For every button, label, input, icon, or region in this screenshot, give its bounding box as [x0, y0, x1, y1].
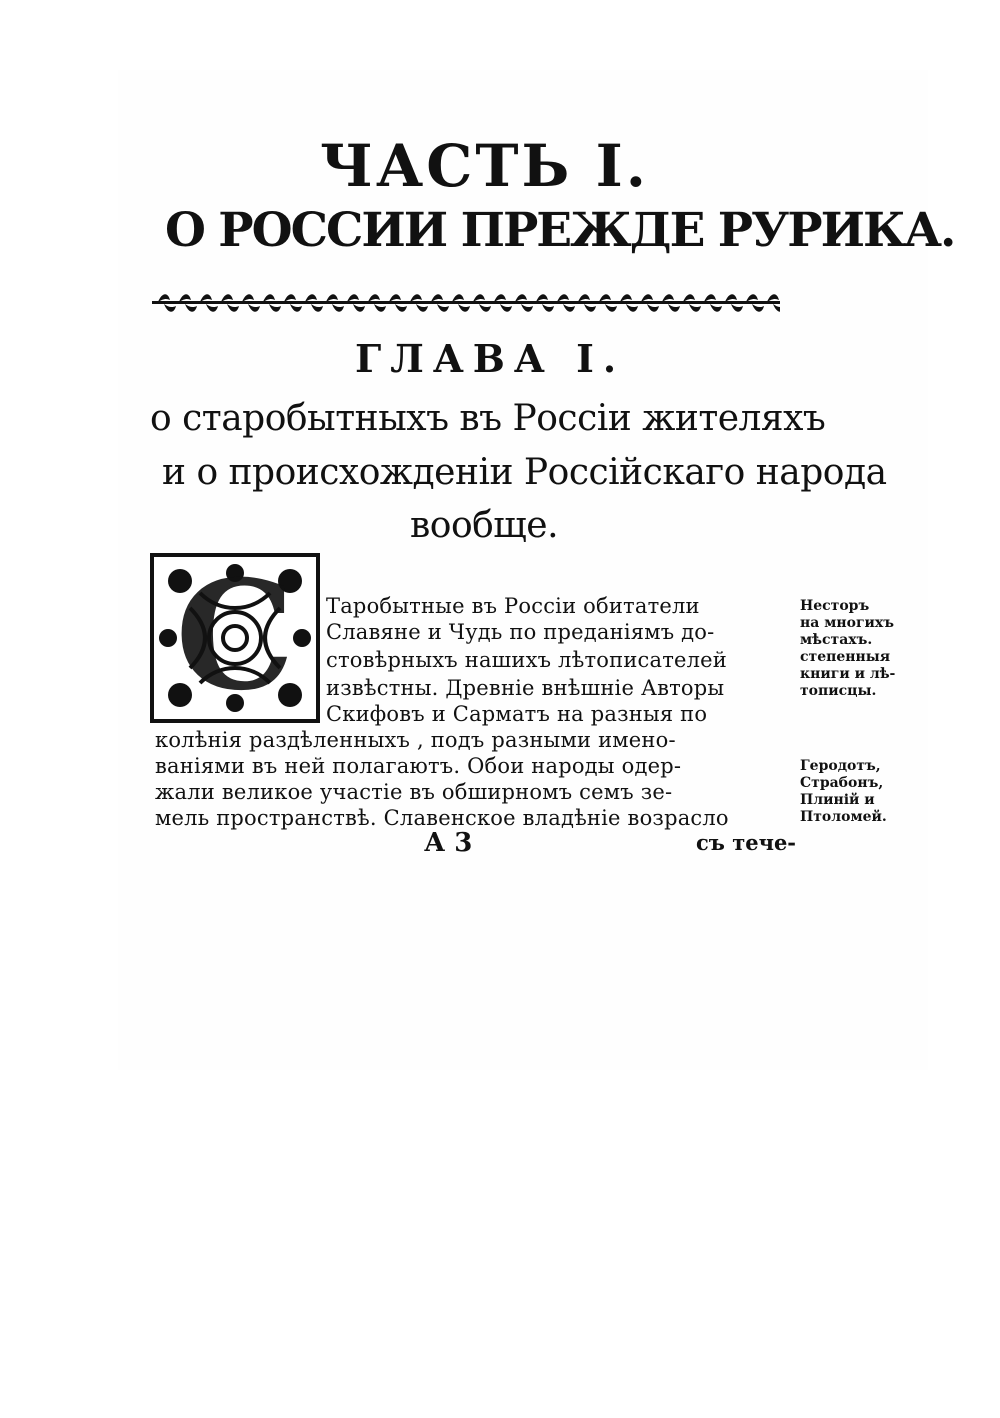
margin-note-sources-2 [800, 758, 887, 826]
ornament-leaf [185, 304, 197, 312]
ornament-leaf [767, 294, 779, 302]
margin-note-line: тописцы. [800, 683, 877, 699]
chapter-title: ГЛАВА I. [355, 336, 626, 381]
ornament-leaf [374, 304, 386, 312]
ornament-leaf [620, 294, 632, 302]
ornament-leaf [389, 294, 401, 302]
margin-note-line: Страбонъ, [800, 775, 884, 791]
part-title: ЧАСТЬ I. [320, 132, 649, 200]
ornament-leaf [473, 294, 485, 302]
ornament-leaf [731, 304, 743, 312]
body-line: Скифовъ и Сарматъ на разныя по [326, 702, 708, 726]
chapter-subtitle-line: и о происхожденiи Россiйскаго народа [162, 452, 887, 493]
body-line: колѣнiя раздѣленныхъ , подъ разными имено- [155, 728, 676, 752]
ornament-leaf [179, 294, 191, 302]
chapter-subtitle-line: о старобытныхъ въ Россiи жителяхъ [150, 398, 826, 439]
ornament-leaf [521, 304, 533, 312]
margin-note-sources-1 [800, 598, 895, 700]
ornament-leaf [746, 294, 758, 302]
margin-note-line: степенныя [800, 649, 891, 665]
ornament-leaf [710, 304, 722, 312]
ornament-leaf [557, 294, 569, 302]
ornament-leaf [668, 304, 680, 312]
body-line: ванiями въ ней полагаютъ. Обои народы одер- [155, 754, 682, 778]
body-line: Славяне и Чудь по преданiямъ до- [326, 620, 715, 644]
ornament-leaf [578, 294, 590, 302]
ornament-leaf [704, 294, 716, 302]
margin-note-line: Несторъ [800, 598, 870, 614]
ornament-leaf [626, 304, 638, 312]
ornament-leaf [494, 294, 506, 302]
ornament-leaf [479, 304, 491, 312]
ornament-leaf [416, 304, 428, 312]
ornament-leaf [500, 304, 512, 312]
ornament-leaf [458, 304, 470, 312]
body-line: стовѣрныхъ нашихъ лѣтописателей [326, 648, 728, 672]
ornament-leaf [395, 304, 407, 312]
body-line: извѣстны. Древнiе внѣшнiе Авторы [326, 676, 725, 700]
margin-note-line: книги и лѣ- [800, 666, 896, 682]
ornament-leaf [242, 294, 254, 302]
ornament-leaf [368, 294, 380, 302]
ornament-leaf [536, 294, 548, 302]
ornament-leaf [410, 294, 422, 302]
ornament-leaf [605, 304, 617, 312]
ornament-leaf [284, 294, 296, 302]
ornament-leaf [647, 304, 659, 312]
ornament-leaf [542, 304, 554, 312]
margin-note-line: мѣстахъ. [800, 632, 873, 648]
margin-note-line: Геродотъ, [800, 758, 881, 774]
body-line: Таробытные въ Россiи обитатели [326, 594, 700, 618]
margin-note-line: Плинiй и [800, 792, 875, 808]
chapter-subtitle-line: вообще. [410, 505, 559, 546]
ornament-leaf [773, 304, 780, 312]
margin-note-line: на многихъ [800, 615, 894, 631]
dropcap-letter: С [175, 553, 295, 723]
ornament-leaf [311, 304, 323, 312]
ornament-leaf [599, 294, 611, 302]
ornament-leaf [752, 304, 764, 312]
ornament-leaf [725, 294, 737, 302]
ornament-leaf [662, 294, 674, 302]
ornament-leaf [158, 294, 170, 302]
body-line: жали великое участiе въ обширномъ семъ зе- [155, 780, 673, 804]
ornament-leaf [515, 294, 527, 302]
ornament-leaf [563, 304, 575, 312]
ornament-leaf [227, 304, 239, 312]
decorative-initial [150, 553, 320, 723]
ornament-leaf [200, 294, 212, 302]
ornament-leaf [431, 294, 443, 302]
ornament-leaf [269, 304, 281, 312]
ornament-leaf [206, 304, 218, 312]
page-signature: А 3 [424, 828, 473, 858]
ornament-leaf [641, 294, 653, 302]
ornament-leaf [683, 294, 695, 302]
ornament-leaf [326, 294, 338, 302]
ornament-leaf [452, 294, 464, 302]
ornament-leaf [164, 304, 176, 312]
ornament-leaf [332, 304, 344, 312]
ornament-leaf [263, 294, 275, 302]
ornament-leaf [584, 304, 596, 312]
body-line: мель пространствѣ. Славенское владѣнiе возрасло [155, 806, 729, 830]
ornament-leaf [347, 294, 359, 302]
ornament-leaf [248, 304, 260, 312]
ornament-border [152, 290, 780, 316]
ornament-leaf [437, 304, 449, 312]
ornament-leaf [353, 304, 365, 312]
ornament-leaf [689, 304, 701, 312]
part-subtitle: О РОССИИ ПРЕЖДЕ РУРИКА. [165, 203, 955, 258]
ornament-leaf [221, 294, 233, 302]
ornament-leaf [290, 304, 302, 312]
catchword: съ тече- [696, 830, 797, 855]
ornament-leaf [305, 294, 317, 302]
margin-note-line: Птоломей. [800, 809, 887, 825]
